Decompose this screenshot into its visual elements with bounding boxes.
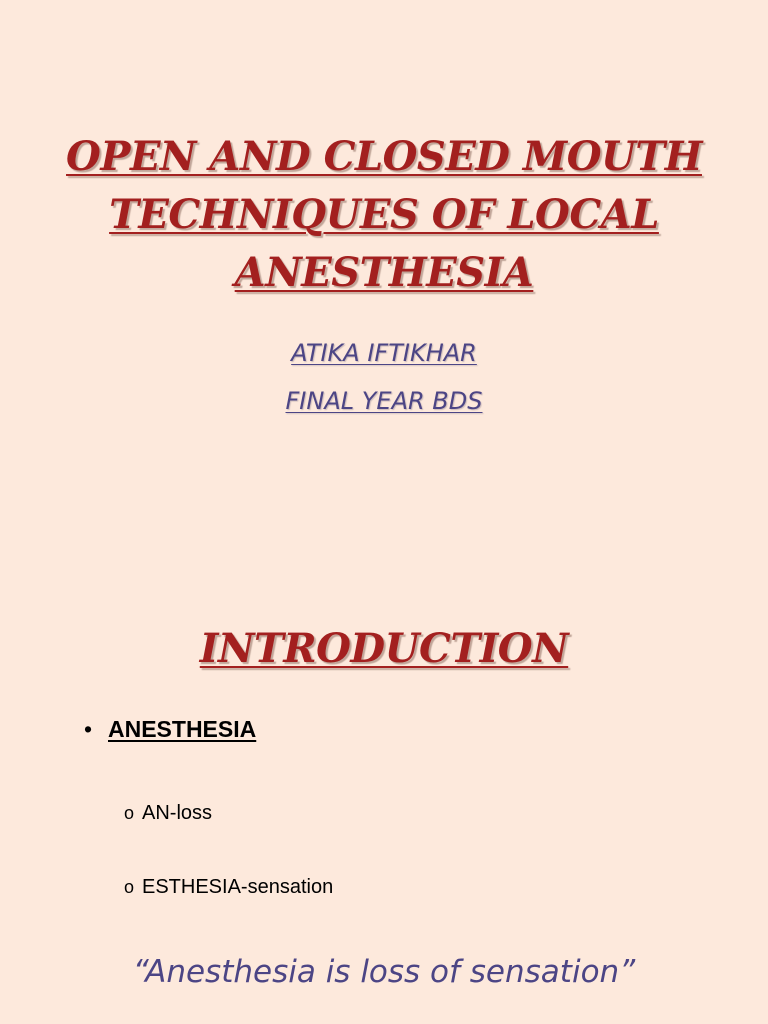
definition-quote: “Anesthesia is loss of sensation” bbox=[132, 954, 636, 990]
sub-bullet-an-loss bbox=[124, 802, 212, 825]
bullet-marker: • bbox=[84, 716, 93, 742]
author-name: ATIKA IFTIKHAR bbox=[291, 339, 477, 367]
author-year: FINAL YEAR BDS bbox=[285, 387, 483, 415]
bullet-label: ANESTHESIA bbox=[108, 716, 257, 742]
section-title: INTRODUCTION bbox=[199, 625, 569, 672]
sub-bullet-esthesia bbox=[124, 876, 333, 899]
sub-bullet-marker: o bbox=[124, 803, 135, 823]
sub-bullet-text: ESTHESIA-sensation bbox=[142, 876, 334, 898]
presentation-title bbox=[0, 128, 768, 302]
bullet-anesthesia bbox=[84, 716, 256, 743]
sub-bullet-marker: o bbox=[124, 877, 135, 897]
sub-bullet-text: AN-loss bbox=[142, 802, 213, 824]
title-line-3: ANESTHESIA bbox=[234, 249, 534, 296]
title-line-2: TECHNIQUES OF LOCAL bbox=[109, 191, 659, 238]
title-line-1: OPEN AND CLOSED MOUTH bbox=[66, 133, 702, 180]
